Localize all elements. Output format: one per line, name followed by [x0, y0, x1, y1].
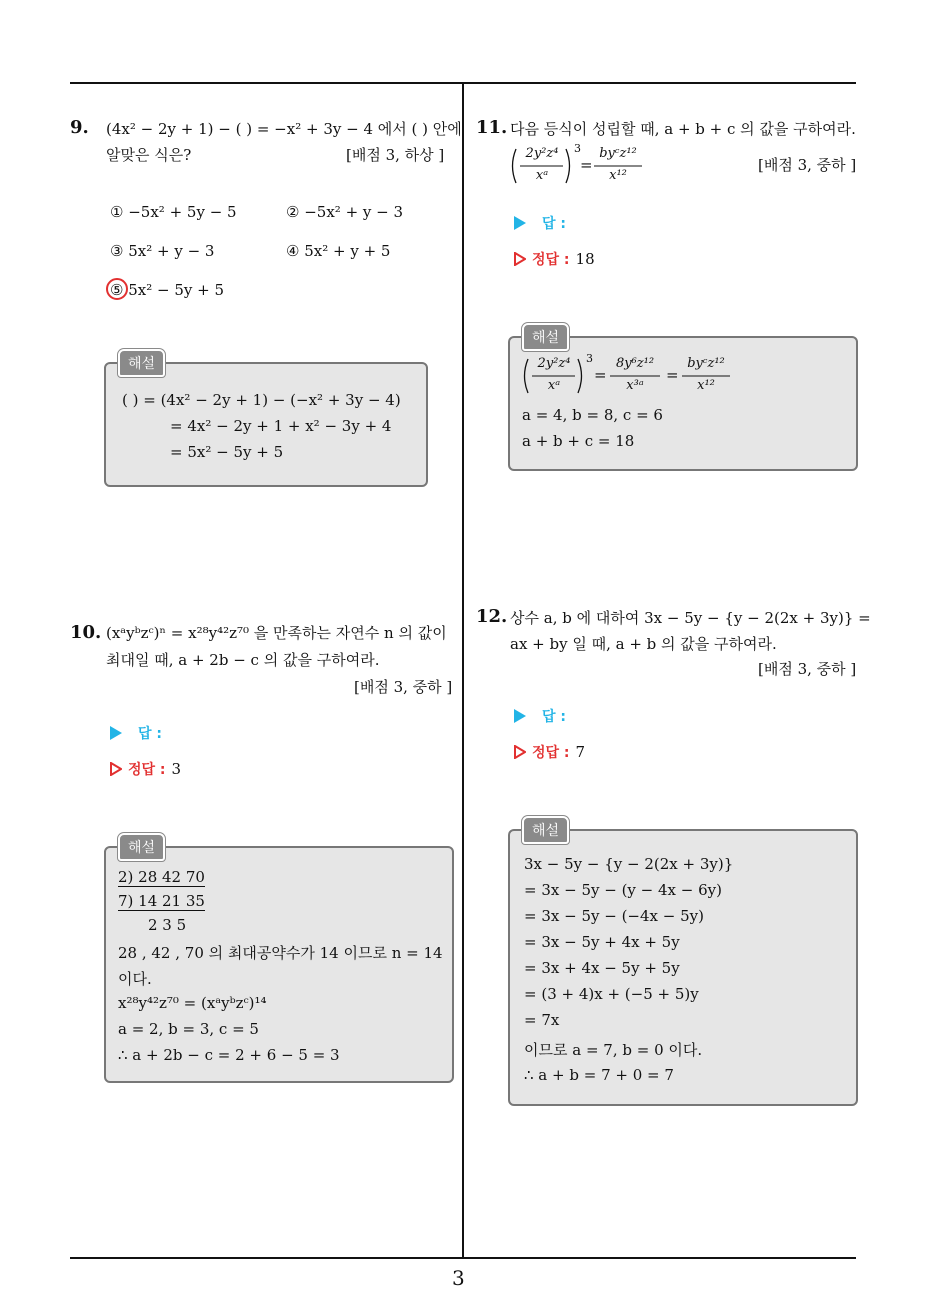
q12-solution-line: = 3x + 4x − 5y + 5y — [524, 959, 680, 977]
q9-solution-tab: 해설 — [118, 349, 165, 377]
q9-text-line1: (4x² − 2y + 1) − ( ) = −x² + 3y − 4 에서 ( ) 안에 — [106, 120, 462, 138]
q11-sol-equals-2: = — [666, 366, 679, 384]
q11-solution-equation — [520, 352, 730, 396]
q12-solution-line: 이므로 a = 7, b = 0 이다. — [524, 1041, 703, 1059]
q11-sol-left-denominator: xᵃ — [547, 378, 561, 393]
q10-number: 10. — [70, 622, 102, 643]
q12-solution-line: ∴ a + b = 7 + 0 = 7 — [524, 1066, 674, 1084]
q10-solution-line: a = 2, b = 3, c = 5 — [118, 1020, 259, 1038]
q9-choice-5[interactable]: ⑤ 5x² − 5y + 5 — [110, 281, 225, 299]
q10-correct-answer — [110, 759, 181, 779]
q11-solution-line: a = 4, b = 8, c = 6 — [522, 406, 663, 424]
q10-solution-line: 28 , 42 , 70 의 최대공약수가 14 이므로 n = 14 — [118, 944, 443, 962]
q11-power: 3 — [574, 142, 581, 155]
q9-choice-4[interactable]: ④ 5x² + y + 5 — [286, 242, 391, 260]
q12-correct-answer — [514, 742, 585, 762]
q11-score: [배점 3, 중하 ] — [758, 156, 857, 174]
play-triangle-icon — [110, 726, 122, 740]
q11-sol-mid-numerator: 8y⁶z¹² — [615, 356, 655, 371]
q12-solution-line: = 3x − 5y + 4x + 5y — [524, 933, 680, 951]
q11-equation — [508, 142, 658, 186]
q11-answer-field[interactable] — [514, 213, 566, 233]
q12-solution-tab: 해설 — [522, 816, 569, 844]
q11-number: 11. — [476, 117, 508, 138]
q10-division-row — [118, 868, 205, 886]
q9-number: 9. — [70, 117, 89, 138]
q9-choice-2[interactable]: ② −5x² + y − 3 — [286, 203, 404, 221]
q10-division-row — [118, 892, 205, 910]
q12-correct-value: 7 — [575, 743, 586, 761]
q11-correct-label: 정답 : — [532, 252, 570, 268]
q10-text-line1: (xᵃyᵇzᶜ)ⁿ = x²⁸y⁴²z⁷⁰ 을 만족하는 자연수 n 의 값이 — [106, 624, 447, 642]
q10-solution-line: ∴ a + 2b − c = 2 + 6 − 5 = 3 — [118, 1046, 340, 1064]
q10-score: [배점 3, 중하 ] — [354, 678, 453, 696]
q11-sol-mid-denominator: x³ᵃ — [626, 378, 644, 393]
q12-answer-label: 답 : — [542, 709, 566, 725]
page-number: 3 — [452, 1266, 465, 1290]
q11-right-denominator: x¹² — [609, 168, 627, 183]
outline-triangle-icon — [514, 745, 526, 759]
q12-solution-line: = 7x — [524, 1011, 560, 1029]
q10-solution-line: 이다. — [118, 970, 152, 988]
q9-solution-line: = 4x² − 2y + 1 + x² − 3y + 4 — [170, 417, 392, 435]
q9-solution-line: ( ) = (4x² − 2y + 1) − (−x² + 3y − 4) — [122, 391, 401, 409]
play-triangle-icon — [514, 709, 526, 723]
q10-solution-line: x²⁸y⁴²z⁷⁰ = (xᵃyᵇzᶜ)¹⁴ — [118, 994, 267, 1012]
q9-text-line2: 알맞은 식은? — [106, 146, 192, 164]
play-triangle-icon — [514, 216, 526, 230]
q11-solution-box — [508, 336, 858, 471]
q11-sol-left-numerator: 2y²z⁴ — [537, 356, 571, 371]
q11-solution-tab: 해설 — [522, 323, 569, 351]
q11-left-denominator: xᵃ — [535, 168, 549, 183]
q12-solution-line: = 3x − 5y − (y − 4x − 6y) — [524, 881, 722, 899]
q10-answer-label: 답 : — [138, 726, 162, 742]
outline-triangle-icon — [110, 762, 122, 776]
q9-solution-box — [104, 362, 428, 487]
column-divider — [462, 83, 464, 1259]
q12-correct-label: 정답 : — [532, 745, 570, 761]
q11-solution-line: a + b + c = 18 — [522, 432, 635, 450]
selected-answer-circle-icon — [106, 278, 128, 300]
q10-text-line2: 최대일 때, a + 2b − c 의 값을 구하여라. — [106, 651, 380, 669]
outline-triangle-icon — [514, 252, 526, 266]
q12-text-line1: 상수 a, b 에 대하여 3x − 5y − {y − 2(2x + 3y)} = — [510, 609, 871, 627]
q12-number: 12. — [476, 606, 508, 627]
bottom-rule — [70, 1257, 856, 1259]
q12-solution-line: = 3x − 5y − (−4x − 5y) — [524, 907, 704, 925]
q11-sol-power: 3 — [586, 352, 593, 365]
q12-solution-line: = (3 + 4)x + (−5 + 5)y — [524, 985, 699, 1003]
q10-solution-box — [104, 846, 454, 1083]
q11-correct-value: 18 — [575, 250, 595, 268]
q11-sol-equals: = — [594, 366, 607, 384]
q12-solution-line: 3x − 5y − {y − 2(2x + 3y)} — [524, 855, 734, 873]
q11-sol-right-denominator: x¹² — [697, 378, 715, 393]
q9-score: [배점 3, 하상 ] — [346, 146, 445, 164]
q11-text-line1: 다음 등식이 성립할 때, a + b + c 의 값을 구하여라. — [510, 120, 856, 138]
q9-choice-1[interactable]: ① −5x² + 5y − 5 — [110, 203, 237, 221]
q10-correct-label: 정답 : — [128, 762, 166, 778]
q10-answer-field[interactable] — [110, 723, 162, 743]
q11-right-numerator: byᶜz¹² — [599, 146, 637, 161]
q10-division-line: 2) 28 42 70 — [118, 868, 205, 886]
q10-division-line: 7) 14 21 35 — [118, 892, 205, 910]
q11-left-numerator: 2y²z⁴ — [525, 146, 559, 161]
q10-division-line: 2 3 5 — [148, 916, 187, 934]
q12-text-line2: ax + by 일 때, a + b 의 값을 구하여라. — [510, 635, 777, 653]
q10-correct-value: 3 — [171, 760, 182, 778]
q11-answer-label: 답 : — [542, 216, 566, 232]
q9-solution-line: = 5x² − 5y + 5 — [170, 443, 284, 461]
q12-answer-field[interactable] — [514, 706, 566, 726]
q12-solution-box — [508, 829, 858, 1106]
q11-equals: = — [580, 156, 593, 174]
q12-score: [배점 3, 중하 ] — [758, 660, 857, 678]
q11-correct-answer — [514, 249, 595, 269]
q9-choice-3[interactable]: ③ 5x² + y − 3 — [110, 242, 215, 260]
q10-solution-tab: 해설 — [118, 833, 165, 861]
q11-sol-right-numerator: byᶜz¹² — [687, 356, 725, 371]
